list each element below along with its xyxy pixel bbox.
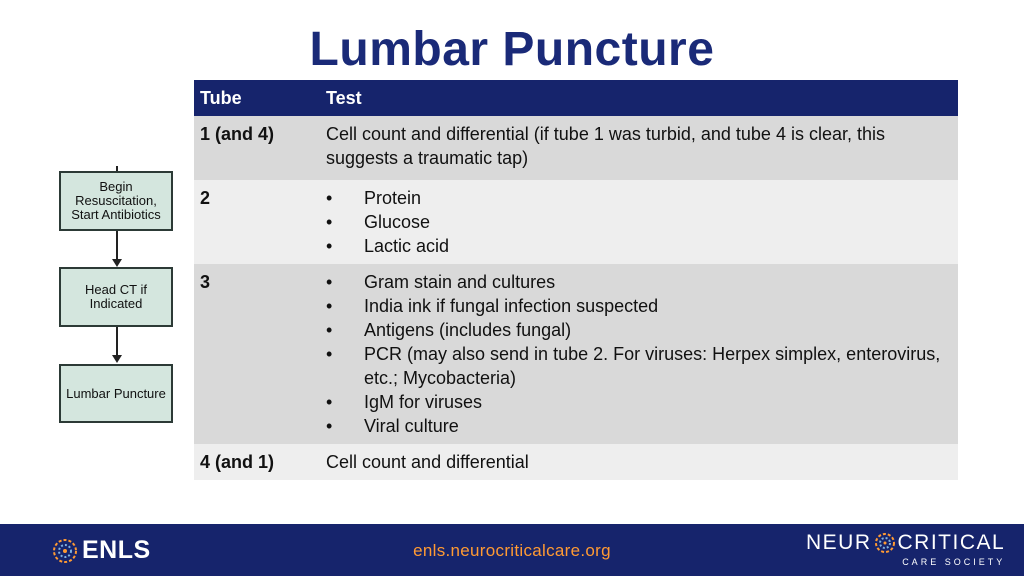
flow-connector-1 — [116, 231, 118, 260]
arrow-down-icon — [112, 355, 122, 363]
brain-icon — [874, 532, 896, 554]
bullet-list — [326, 270, 952, 438]
table-row — [194, 444, 958, 480]
ncs-logo-left: NEUR — [806, 531, 872, 554]
ncs-logo — [806, 532, 1005, 567]
test-cell — [320, 264, 958, 444]
table-row — [194, 116, 958, 180]
tube-cell: 3 — [194, 264, 320, 444]
list-item: • PCR (may also send in tube 2. For viruses: Herpex simplex, enterovirus, etc.; Mycobacteria) — [326, 344, 941, 388]
tube-cell: 1 (and 4) — [194, 116, 320, 180]
table-header-row — [194, 80, 958, 116]
list-item: • Viral culture — [326, 416, 459, 436]
tube-test-table — [194, 80, 958, 480]
list-item: • Antigens (includes fungal) — [326, 320, 572, 340]
table-row — [194, 264, 958, 444]
arrow-down-icon — [112, 259, 122, 267]
list-item: • Lactic acid — [326, 236, 450, 256]
test-cell — [320, 180, 958, 264]
list-item: • Protein — [326, 188, 422, 208]
footer-url: enls.neurocriticalcare.org — [413, 541, 611, 560]
flow-box-head-ct: Head CT if Indicated — [59, 267, 173, 327]
list-item: • IgM for viruses — [326, 392, 483, 412]
list-item: • Glucose — [326, 212, 431, 232]
enls-logo-text: ENLS — [82, 536, 151, 564]
test-cell: Cell count and differential (if tube 1 was turbid, and tube 4 is clear, this suggests a traumatic tap) — [320, 116, 958, 180]
tube-cell: 2 — [194, 180, 320, 264]
flow-box-resuscitation: Begin Resuscitation, Start Antibiotics — [59, 171, 173, 231]
header-tube: Tube — [194, 80, 320, 116]
flow-box-lumbar-puncture: Lumbar Puncture — [59, 364, 173, 423]
test-cell: Cell count and differential — [320, 444, 958, 480]
header-test: Test — [320, 80, 958, 116]
page-title: Lumbar Puncture — [309, 23, 715, 76]
list-item: • India ink if fungal infection suspected — [326, 296, 659, 316]
list-item: • Gram stain and cultures — [326, 272, 556, 292]
ncs-logo-subtitle: CARE SOCIETY — [902, 557, 1006, 567]
table-row — [194, 180, 958, 264]
footer-bar — [0, 524, 1024, 576]
ncs-logo-right: CRITICAL — [897, 531, 1006, 554]
bullet-list — [326, 186, 952, 258]
tube-cell: 4 (and 1) — [194, 444, 320, 480]
flow-connector-2 — [116, 327, 118, 356]
